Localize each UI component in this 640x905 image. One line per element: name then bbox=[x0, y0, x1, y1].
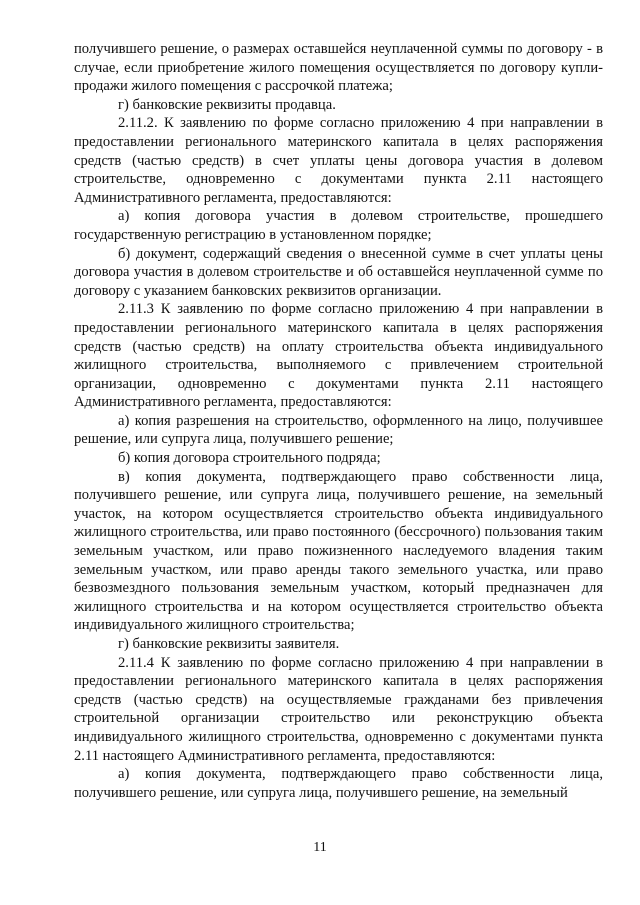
paragraph-item-g-seller: г) банковские реквизиты продавца. bbox=[118, 96, 336, 113]
page-number: 11 bbox=[313, 840, 327, 855]
paragraph-item-v-land: в) копия документа, подтверждающего право собственности лица, получившего решение, или супруга лица, получившего решение, на земельный участок, на котором осуществляется строительство объекта индивидуального жилищного строительства, или право постоянного (бессрочного) пользования таким земельным участком, или право пожизненного наследуемого владения таким земельным участком, или право аренды такого земельного участка, или право безвозмездного пользования земельным участком, который предназначен для жилищного строительства и на котором осуществляется строительство объекта индивидуального жилищного строительства; bbox=[74, 468, 603, 634]
paragraph-continuation: получившего решение, о размерах оставшейся неуплаченной суммы по договору - в случае, если приобретение жилого помещения осуществляется по договору купли-продажи жилого помещения с рассрочкой платежа; bbox=[74, 41, 603, 95]
paragraph-2-11-2: 2.11.2. К заявлению по форме согласно приложению 4 при направлении в предоставлении регионального материнского капитала в целях распоряжения средств (частью средств) в счет уплаты цены договора участия в долевом строительстве, одновременно с документами пункта 2.11 настоящего Административного регламента, предоставляются: bbox=[74, 115, 603, 206]
document-page bbox=[74, 40, 603, 802]
paragraph-item-g-applicant: г) банковские реквизиты заявителя. bbox=[118, 636, 340, 652]
paragraph-item-a-contract: а) копия договора участия в долевом строительстве, прошедшего государственную регистрацию в установленном порядке; bbox=[74, 208, 603, 243]
paragraph-item-a-ownership: а) копия документа, подтверждающего право собственности лица, получившего решение, или супруга лица, получившего решение, на земельный bbox=[74, 766, 603, 801]
paragraph-item-b-contract: б) копия договора строительного подряда; bbox=[118, 450, 381, 467]
paragraph-2-11-3: 2.11.3 К заявлению по форме согласно приложению 4 при направлении в предоставлении регионального материнского капитала в целях распоряжения средств (частью средств) на оплату строительства объекта индивидуального жилищного строительства, выполняемого с привлечением строительной организации, одновременно с документами пункта 2.11 настоящего Административного регламента, предоставляются: bbox=[74, 301, 603, 411]
paragraph-item-b-document: б) документ, содержащий сведения о внесенной сумме в счет уплаты цены договора участия в долевом строительстве и об оставшейся неуплаченной сумме по договору с указанием банковских реквизитов организации. bbox=[74, 245, 603, 299]
paragraph-2-11-4: 2.11.4 К заявлению по форме согласно приложению 4 при направлении в предоставлении регионального материнского капитала в целях распоряжения средств (частью средств) на осуществляемые гражданами без привлечения строительной организации строительство или реконструкцию объекта индивидуального жилищного строительства, одновременно с документами пункта 2.11 настоящего Административного регламента, предоставляются: bbox=[74, 654, 603, 764]
paragraph-item-a-permit: а) копия разрешения на строительство, оформленного на лицо, получившее решение, или супруга лица, получившего решение; bbox=[74, 412, 603, 448]
